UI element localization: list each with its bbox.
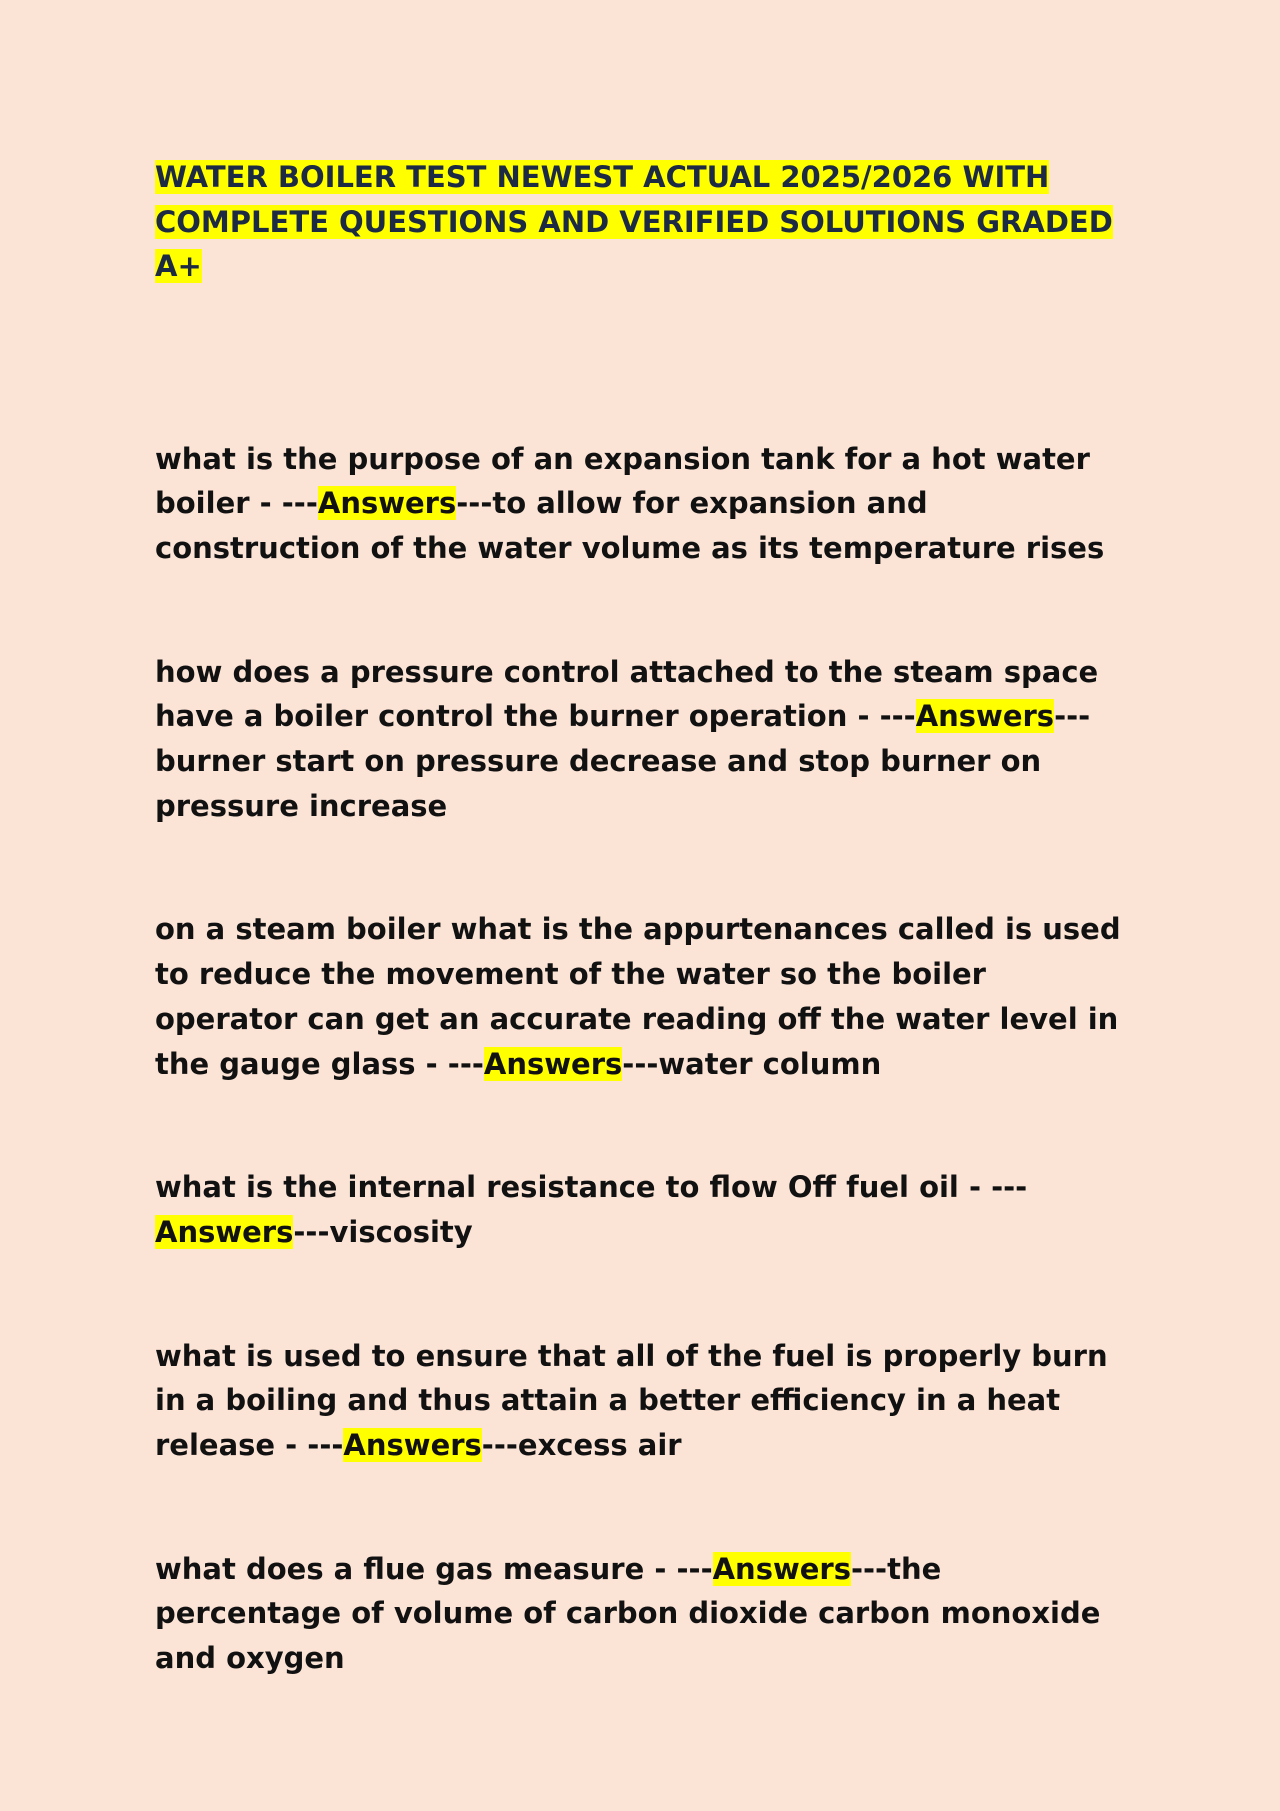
answers-label: Answers [483, 1046, 623, 1081]
qa-item [155, 437, 1135, 571]
qa-item [155, 650, 1135, 829]
answers-label: Answers [317, 486, 457, 521]
qa-list [155, 437, 1145, 1681]
answers-label: Answers [915, 699, 1055, 734]
question-text: what is used to ensure that all of the fuel is properly burn in a boiling and thus attain a better efficiency in a heat release - --- [155, 1338, 1108, 1463]
answer-text: ---viscosity [293, 1214, 473, 1249]
answer-text: ---excess air [481, 1428, 682, 1463]
qa-item [155, 1165, 1135, 1254]
answer-text: ---water column [622, 1046, 882, 1081]
answer-text: ---the percentage of volume of carbon dioxide carbon monoxide and oxygen [155, 1551, 1101, 1676]
qa-item [155, 907, 1135, 1086]
document-title-text: WATER BOILER TEST NEWEST ACTUAL 2025/2026 WITH COMPLETE QUESTIONS AND VERIFIED SOLUTIONS GRADED A+ [155, 160, 1113, 283]
question-text: how does a pressure control attached to the steam space have a boiler control the burner operation - --- [155, 654, 1099, 734]
answers-label: Answers [712, 1551, 851, 1586]
question-text: what is the purpose of an expansion tank for a hot water boiler - --- [155, 441, 1090, 521]
answer-text: ---to allow for expansion and construction of the water volume as its temperature rises [155, 486, 1105, 565]
document-title [155, 155, 1115, 289]
answer-text: ---burner start on pressure decrease and stop burner on pressure increase [155, 699, 1091, 823]
answers-label: Answers [343, 1428, 482, 1463]
qa-item [155, 1334, 1135, 1468]
question-text: what is the internal resistance to flow Off fuel oil - --- [155, 1170, 1028, 1205]
answers-label: Answers [155, 1214, 294, 1249]
question-text: what does a flue gas measure - --- [155, 1551, 713, 1586]
question-text: on a steam boiler what is the appurtenances called is used to reduce the movement of the water so the boiler operator can get an accurate reading off the water level in the gauge glass - --- [155, 912, 1121, 1081]
qa-item [155, 1547, 1135, 1681]
